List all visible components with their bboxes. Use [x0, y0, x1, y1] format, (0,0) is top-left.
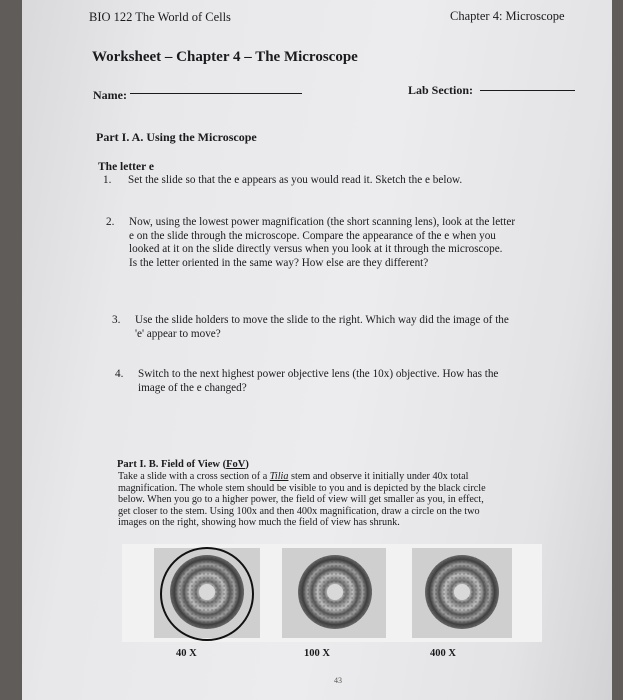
caption-40x: 40 X — [176, 648, 197, 659]
question-3-number: 3. — [112, 314, 121, 326]
tilia-genus: Tilia — [269, 471, 289, 482]
question-3-line: 'e' appear to move? — [135, 327, 221, 340]
course-header: BIO 122 The World of Cells — [89, 10, 231, 24]
caption-100x: 100 X — [304, 648, 330, 659]
part-1b-heading — [117, 459, 249, 471]
question-3 — [112, 314, 542, 344]
stem-400x — [425, 555, 499, 629]
lab-section-line[interactable] — [480, 90, 575, 91]
question-3-line: Use the slide holders to move the slide to the right. Which way did the image of the — [135, 314, 509, 326]
part-1b-line: images on the right, showing how much the field of view has shrunk. — [118, 517, 400, 528]
caption-400x: 400 X — [430, 648, 456, 659]
worksheet-page — [22, 0, 612, 700]
question-2-line: Is the letter oriented in the same way? How else are they different? — [129, 256, 429, 269]
question-2-number: 2. — [106, 216, 115, 228]
part-1b-paragraph — [118, 471, 486, 529]
worksheet-title: Worksheet – Chapter 4 – The Microscope — [92, 49, 358, 65]
part-1b-heading-suffix: ) — [245, 459, 249, 470]
name-line[interactable] — [130, 93, 302, 94]
question-1-text: Set the slide so that the e appears as you would read it. Sketch the e below. — [128, 174, 463, 186]
part-1b-heading-prefix: Part I. B. Field of View ( — [117, 459, 227, 470]
question-2-line: e on the slide through the microscope. Compare the appearance of the e when you — [129, 229, 496, 242]
part-1b-line: magnification. The whole stem should be visible to you and is depicted by the black circle — [118, 482, 486, 494]
stem-100x — [298, 555, 372, 629]
question-4-number: 4. — [115, 368, 124, 380]
question-3-text — [135, 314, 509, 341]
question-2-text — [129, 216, 515, 270]
chapter-header: Chapter 4: Microscope — [450, 9, 565, 23]
page-number: 43 — [334, 676, 342, 685]
stem-40x — [161, 548, 253, 640]
part-1a-heading: Part I. A. Using the Microscope — [96, 130, 257, 144]
question-4-line: image of the e changed? — [138, 381, 247, 394]
name-label: Name: — [93, 88, 127, 102]
part-1b-line1-post: stem and observe it initially under 40x total — [288, 471, 469, 482]
question-1-number: 1. — [103, 174, 112, 186]
question-4-line: Switch to the next highest power objective lens (the 10x) objective. How has the — [138, 368, 499, 380]
question-2-line: Now, using the lowest power magnification (the short scanning lens), look at the letter — [129, 216, 516, 228]
question-2-line: looked at it on the slide directly versus when you look at it through the microscope. — [129, 243, 503, 256]
part-1b-line: below. When you go to a higher power, the field of view will get smaller as you, in effect, — [118, 494, 484, 505]
lab-section-label: Lab Section: — [408, 83, 474, 97]
question-2 — [106, 216, 546, 276]
question-1 — [103, 174, 523, 188]
letter-e-subheading: The letter e — [98, 161, 154, 173]
question-4 — [115, 368, 545, 398]
stem-cross-sections — [122, 544, 542, 642]
part-1b-line1-pre: Take a slide with a cross section of a — [118, 471, 270, 482]
question-4-text — [138, 368, 498, 395]
fov-abbreviation: FoV — [226, 459, 246, 470]
part-1b-line: get closer to the stem. Using 100x and then 400x magnification, draw a circle on the two — [118, 505, 480, 517]
tilia-stem-figure — [122, 544, 542, 642]
part-1b-line — [118, 471, 486, 483]
